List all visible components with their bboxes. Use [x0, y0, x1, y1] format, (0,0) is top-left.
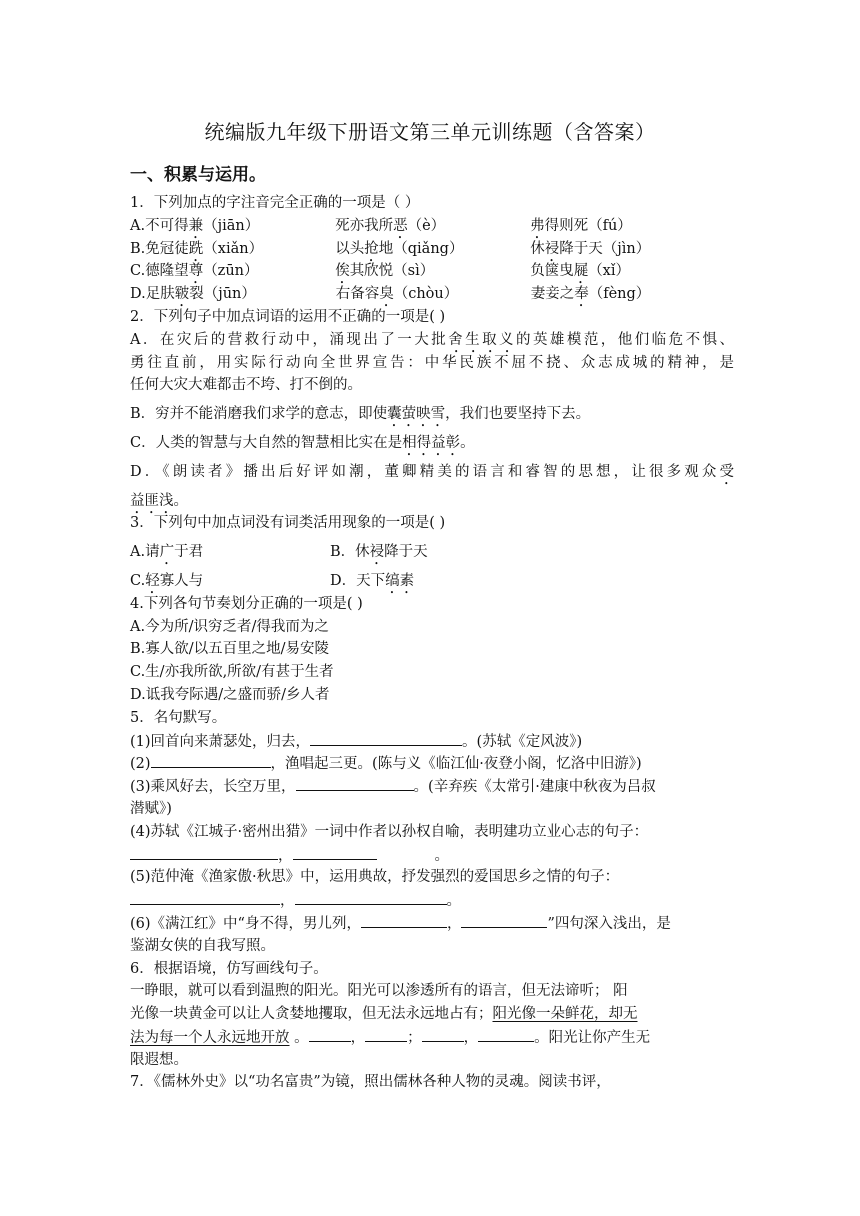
q1-option-text: 休	[530, 240, 545, 257]
q5-text: ，渔唱起三更。(陈与义《临江仙·夜登小阁，忆洛中旧游》)	[270, 756, 642, 773]
q5-text: (2)	[130, 756, 151, 773]
q1-option-text: 德隆望	[145, 263, 189, 280]
q5-item-5-blanks	[130, 889, 734, 912]
q6-stem: 6．根据语境，仿写画线句子。	[130, 960, 328, 977]
q6-text: ；	[407, 1029, 422, 1046]
q1-option-text: 免冠徒	[145, 240, 189, 257]
q1-option-text: 不可得	[145, 217, 189, 234]
dotted-char: 皲	[174, 286, 190, 303]
q1-option-text: 足肤	[145, 286, 175, 303]
q5-text: 。(辛弃疾《太常引·建康中秋夜为吕叔	[413, 779, 656, 796]
dotted-char: 跣	[188, 240, 204, 257]
q2-text: C．人类的智慧与大自然的智慧相比实在是	[130, 434, 403, 451]
dotted-char: 恶	[393, 217, 408, 234]
q1-option-text: 其欣悦（sì）	[349, 263, 435, 280]
q5-item-1	[130, 730, 734, 753]
answer-blank[interactable]	[130, 889, 280, 905]
dotted-phrase: 益匪浅	[130, 492, 174, 509]
q1-option-text: 死亦我所	[335, 217, 394, 234]
q1-option-text: （jiān）	[203, 217, 260, 234]
q1-option-text: （zūn）	[203, 263, 259, 280]
q1-option-text: （è）	[407, 217, 446, 234]
q5-item-6-cont: 鉴湖女侠的自我写照。	[130, 937, 275, 954]
q3-text: 降于天	[384, 544, 428, 561]
q5-text: 。(苏轼《定风波》)	[462, 733, 583, 750]
q2-stem: 2．下列句子中加点词语的运用不正确的一项是( )	[130, 308, 446, 325]
q5-text: ，	[280, 893, 295, 910]
q2-text: D．《朗读者》播出后好评如潮，董卿精美的语言和睿智的思想，让很多观众	[130, 463, 720, 480]
q3-stem: 3．下列句中加点词没有词类活用现象的一项是( )	[130, 515, 446, 532]
q6-passage-line	[130, 1003, 734, 1026]
q1-stem: 1．下列加点的字注音完全正确的一项是（ ）	[130, 195, 420, 211]
q5-item-4-blanks	[130, 844, 734, 867]
dotted-char: 弗	[530, 217, 545, 234]
q5-text: ，	[446, 915, 462, 932]
q1-option-text: 得则死（fú）	[544, 217, 632, 234]
underlined-sentence: 阳光像一朵鲜花，却无	[492, 1006, 638, 1023]
q5-stem: 5．名句默写。	[130, 709, 227, 726]
q6-text: 光像一块黄金可以让人贪婪地攫取，但无法永远地占有；	[130, 1006, 493, 1023]
q2-text: ，我们也要坚持下去。	[445, 406, 591, 423]
q1-option-a	[130, 215, 734, 238]
q5-text: (3)乘风好去，长空万里，	[130, 779, 296, 796]
q2-text: 的英雄模范，他们临危不惧、	[516, 331, 735, 348]
dotted-char: 缟素	[385, 572, 415, 589]
q1-option-text: （fèng）	[588, 286, 651, 303]
section-heading-text: 一、积累与运用。	[130, 165, 266, 185]
answer-blank[interactable]	[310, 730, 462, 746]
answer-blank[interactable]	[309, 1026, 351, 1042]
q4-option: D.诋我夸际遇/之盛而骄/乡人者	[130, 686, 330, 703]
answer-blank[interactable]	[461, 912, 547, 928]
answer-blank[interactable]	[130, 844, 278, 860]
q1-option-d	[130, 283, 734, 306]
q6-passage-line: 一睁眼，就可以看到温煦的阳光。阳光可以渗透所有的语言，但无法谛听； 阳	[130, 983, 628, 1000]
dotted-char: 臭	[379, 286, 394, 303]
answer-blank[interactable]	[361, 912, 447, 928]
q1-option-text: 裂（jūn）	[189, 286, 256, 303]
q5-item-3-cont: 潜赋》)	[130, 800, 172, 817]
q3-text: 寡人与	[159, 572, 204, 589]
q2-option-a-line: 勇往直前，用实际行动向全世界宣告：中华民族不屈不挠、众志成城的精神，是	[130, 354, 734, 371]
q2-text: 。	[460, 434, 475, 451]
dotted-char: 抢	[364, 240, 379, 257]
q5-item-4: (4)苏轼《江城子·密州出猎》一词中作者以孙权自喻，表明建功立业心志的句子：	[130, 823, 649, 840]
q1-option-text: （chòu）	[393, 286, 459, 303]
dotted-char: 祲	[544, 240, 560, 257]
q1-option-text: 地（qiǎng）	[378, 240, 464, 257]
q2-option-c	[130, 432, 734, 455]
q5-text: (1)回首向来萧瑟处，归去，	[130, 733, 311, 750]
q3-options-row	[130, 541, 734, 564]
document-title: 统编版九年级下册语文第三单元训练题（含答案）	[204, 120, 656, 144]
answer-blank[interactable]	[422, 1026, 464, 1042]
q7-stem: 7．《儒林外史》以“功名富贵”为镜，照出儒林各种人物的灵魂。阅读书评，	[130, 1074, 611, 1091]
q5-item-5: (5)范仲淹《渔家傲·秋思》中，运用典故，抒发强烈的爱国思乡之情的句子：	[130, 869, 620, 886]
dotted-phrase: 受	[719, 463, 734, 480]
q1-option-label: A.	[130, 217, 146, 234]
dotted-char: 奉	[574, 286, 589, 303]
q5-text: (6)《满江红》中“身不得，男儿列，	[130, 915, 361, 932]
answer-blank[interactable]	[478, 1026, 534, 1042]
q5-text: ”四句深入浅出，是	[547, 915, 671, 932]
dotted-char: 兼	[188, 217, 204, 234]
answer-blank[interactable]	[293, 844, 377, 860]
q2-text: B．穷并不能消磨我们求学的意志，即使	[130, 406, 388, 423]
answer-blank[interactable]	[296, 775, 414, 791]
q1-option-text: 妻妾之	[530, 286, 575, 303]
q1-option-label: D.	[130, 286, 146, 303]
dotted-char: 广	[159, 544, 175, 561]
dotted-char: 俟	[335, 263, 350, 280]
q6-text: ，	[463, 1029, 479, 1046]
q3-text: D．天下	[330, 572, 386, 589]
q1-option-text: （xiǎn）	[203, 240, 264, 257]
q4-option: A.今为所/识穷乏者/得我而为之	[130, 618, 329, 635]
q2-option-d-line	[130, 490, 734, 513]
q1-option-text: 以头	[335, 240, 365, 257]
underlined-sentence: 法为每一个人永远地开放	[130, 1029, 290, 1046]
dotted-phrase: 囊萤映雪	[387, 406, 446, 423]
dotted-char: 尊	[188, 263, 204, 280]
q4-option: C.生/亦我所欲,所欲/有甚于生者	[130, 664, 334, 681]
dotted-char: 轻	[145, 572, 160, 589]
q2-option-a-line: 任何大灾大难都击不垮、打不倒的。	[130, 377, 362, 394]
q6-passage-line	[130, 1026, 734, 1049]
q3-text: 于君	[174, 544, 204, 561]
dotted-char: 屣	[573, 263, 589, 280]
q1-option-text: 负箧曳	[530, 263, 574, 280]
q2-text: 。	[173, 492, 188, 509]
answer-blank[interactable]	[295, 889, 447, 905]
q1-option-b	[130, 238, 734, 261]
q3-text: B．休	[330, 544, 370, 561]
question-content	[130, 192, 734, 1094]
q2-option-d-line	[130, 461, 734, 484]
q3-options-row	[130, 570, 734, 593]
q1-option-text: （xǐ）	[588, 263, 631, 280]
q4-stem: 4.下列各句节奏划分正确的一项是( )	[130, 595, 363, 612]
q5-text: ，	[278, 847, 293, 864]
q1-option-label: C.	[130, 263, 146, 280]
q5-item-6	[130, 912, 734, 935]
q3-text: A.请	[130, 544, 160, 561]
q6-passage-line: 限遐想。	[130, 1051, 188, 1068]
q5-item-3	[130, 775, 734, 798]
q1-option-c	[130, 260, 734, 283]
answer-blank[interactable]	[365, 1026, 407, 1042]
q5-text: 。	[434, 847, 449, 864]
q6-text: 。阳光让你产生无	[534, 1029, 651, 1046]
q1-option-text: 降于天（jìn）	[559, 240, 651, 257]
q2-option-a-line	[130, 329, 734, 352]
q1-option-label: B.	[130, 240, 146, 257]
q5-text: 。	[446, 893, 461, 910]
q1-option-text: 右备容	[335, 286, 380, 303]
q2-text: A．在灾后的营救行动中，涌现出了一大批	[130, 331, 449, 348]
q2-option-b	[130, 403, 734, 426]
dotted-phrase: 舍生取义	[448, 331, 517, 348]
dotted-char: 祲	[369, 544, 385, 561]
q4-option: B.寡人欲/以五百里之地/易安陵	[130, 641, 330, 658]
q6-text: ，	[350, 1029, 366, 1046]
q5-item-2	[130, 752, 734, 775]
q3-text: C.	[130, 572, 146, 589]
dotted-phrase: 相得益彰	[402, 434, 461, 451]
q6-text: 。	[289, 1029, 309, 1046]
answer-blank[interactable]	[151, 752, 271, 768]
section-heading	[130, 160, 266, 185]
